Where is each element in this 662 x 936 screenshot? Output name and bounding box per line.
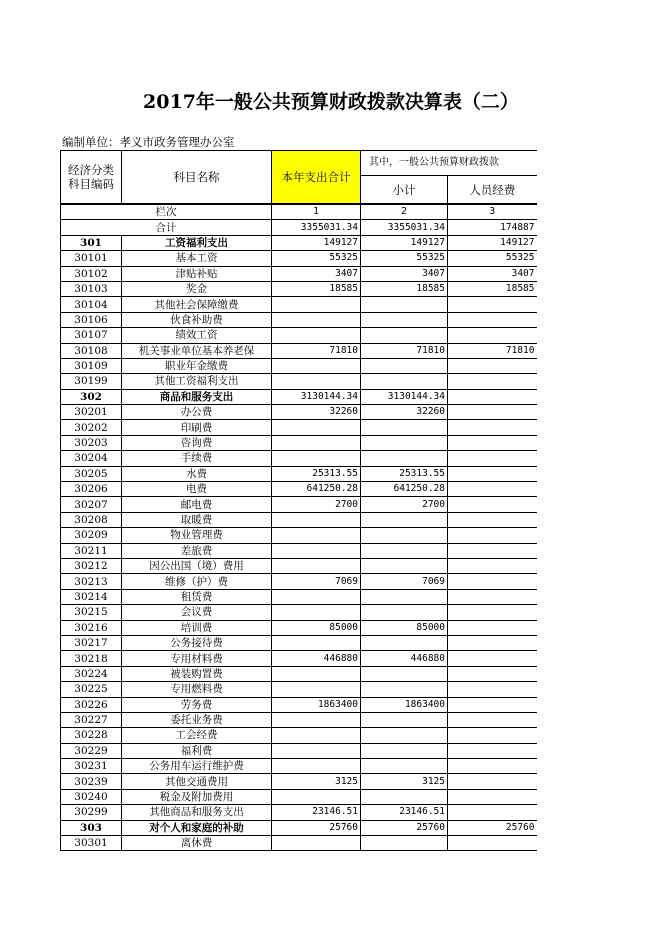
row-personnel — [448, 759, 537, 774]
table-row — [61, 728, 537, 743]
row-personnel — [448, 620, 537, 635]
row-personnel: 3407 — [448, 266, 537, 281]
row-personnel — [448, 682, 537, 697]
row-subtotal — [361, 420, 448, 435]
row-name: 公务接待费 — [122, 635, 272, 650]
row-personnel — [448, 435, 537, 450]
row-subtotal — [361, 297, 448, 312]
row-code: 303 — [61, 820, 122, 835]
table-row — [61, 651, 537, 666]
table-row — [61, 343, 537, 358]
table-row — [61, 420, 537, 435]
row-subtotal: 149127 — [361, 235, 448, 250]
row-personnel — [448, 774, 537, 789]
table-row — [61, 589, 537, 604]
row-subtotal: 23146.51 — [361, 805, 448, 820]
row-personnel — [448, 328, 537, 343]
row-name: 机关事业单位基本养老保 — [122, 343, 272, 358]
row-code: 30205 — [61, 466, 122, 481]
row-name: 绩效工资 — [122, 328, 272, 343]
table-row — [61, 389, 537, 404]
row-subtotal — [361, 712, 448, 727]
row-name: 商品和服务支出 — [122, 389, 272, 404]
row-total — [272, 328, 361, 343]
row-subtotal — [361, 635, 448, 650]
row-name: 差旅费 — [122, 543, 272, 558]
row-code: 30215 — [61, 605, 122, 620]
row-subtotal: 3125 — [361, 774, 448, 789]
row-subtotal — [361, 789, 448, 804]
table-row — [61, 743, 537, 758]
row-subtotal — [361, 328, 448, 343]
row-code: 30226 — [61, 697, 122, 712]
sum-personnel: 174887 — [448, 220, 537, 235]
row-subtotal — [361, 528, 448, 543]
row-name: 手续费 — [122, 451, 272, 466]
row-subtotal: 3407 — [361, 266, 448, 281]
table-row — [61, 774, 537, 789]
row-code: 30109 — [61, 358, 122, 373]
row-total — [272, 836, 361, 851]
row-code: 30231 — [61, 759, 122, 774]
table-row — [61, 358, 537, 373]
row-personnel — [448, 589, 537, 604]
row-total — [272, 420, 361, 435]
personnel-header: 人员经费 — [448, 176, 537, 204]
row-code: 30107 — [61, 328, 122, 343]
row-personnel — [448, 497, 537, 512]
row-total — [272, 605, 361, 620]
group-header: 其中，一般公共预算财政拨款 — [361, 151, 537, 176]
row-total — [272, 297, 361, 312]
table-row — [61, 682, 537, 697]
table-row — [61, 251, 537, 266]
row-total: 32260 — [272, 405, 361, 420]
row-personnel — [448, 451, 537, 466]
row-code: 30211 — [61, 543, 122, 558]
row-subtotal: 71810 — [361, 343, 448, 358]
unit-label: 编制单位：孝义市政务管理办公室 — [62, 135, 235, 149]
row-name: 委托业务费 — [122, 712, 272, 727]
row-personnel — [448, 805, 537, 820]
code-header-line1: 经济分类 — [68, 163, 114, 177]
row-personnel: 25760 — [448, 820, 537, 835]
row-code: 30240 — [61, 789, 122, 804]
row-name: 工会经费 — [122, 728, 272, 743]
row-code: 30108 — [61, 343, 122, 358]
table-row — [61, 605, 537, 620]
header-row-1 — [61, 151, 537, 176]
index-col-2: 2 — [361, 204, 448, 220]
row-code: 30213 — [61, 574, 122, 589]
row-personnel — [448, 374, 537, 389]
row-subtotal — [361, 512, 448, 527]
row-subtotal — [361, 666, 448, 681]
row-subtotal — [361, 589, 448, 604]
row-subtotal — [361, 558, 448, 573]
sum-subtotal: 3355031.34 — [361, 220, 448, 235]
row-code: 30227 — [61, 712, 122, 727]
row-total — [272, 759, 361, 774]
row-name: 被装购置费 — [122, 666, 272, 681]
row-name: 办公费 — [122, 405, 272, 420]
row-personnel: 18585 — [448, 281, 537, 296]
row-personnel — [448, 836, 537, 851]
row-total — [272, 682, 361, 697]
table-row — [61, 528, 537, 543]
row-name: 专用材料费 — [122, 651, 272, 666]
index-col-1: 1 — [272, 204, 361, 220]
row-total: 25313.55 — [272, 466, 361, 481]
row-name: 电费 — [122, 482, 272, 497]
row-code: 30106 — [61, 312, 122, 327]
table-row — [61, 466, 537, 481]
table-row — [61, 328, 537, 343]
name-header: 科目名称 — [122, 151, 272, 205]
row-personnel — [448, 420, 537, 435]
row-personnel: 71810 — [448, 343, 537, 358]
table-row — [61, 482, 537, 497]
index-col-3: 3 — [448, 204, 537, 220]
row-personnel — [448, 543, 537, 558]
subtotal-header: 小计 — [361, 176, 448, 204]
row-name: 印刷费 — [122, 420, 272, 435]
row-total — [272, 712, 361, 727]
index-label: 栏次 — [61, 204, 272, 220]
row-total: 3407 — [272, 266, 361, 281]
table-row — [61, 497, 537, 512]
row-code: 30203 — [61, 435, 122, 450]
row-personnel — [448, 389, 537, 404]
table-row — [61, 820, 537, 835]
row-total: 25760 — [272, 820, 361, 835]
row-total — [272, 789, 361, 804]
row-code: 30214 — [61, 589, 122, 604]
row-subtotal — [361, 759, 448, 774]
row-subtotal — [361, 605, 448, 620]
row-personnel — [448, 651, 537, 666]
row-personnel — [448, 528, 537, 543]
table-row — [61, 266, 537, 281]
row-total — [272, 435, 361, 450]
row-name: 福利费 — [122, 743, 272, 758]
row-total: 23146.51 — [272, 805, 361, 820]
row-total: 2700 — [272, 497, 361, 512]
row-name: 因公出国（境）费用 — [122, 558, 272, 573]
row-name: 劳务费 — [122, 697, 272, 712]
row-code: 30212 — [61, 558, 122, 573]
row-subtotal — [361, 312, 448, 327]
total-header: 本年支出合计 — [272, 151, 361, 205]
row-name: 会议费 — [122, 605, 272, 620]
row-subtotal: 18585 — [361, 281, 448, 296]
budget-table — [60, 150, 537, 851]
row-personnel — [448, 666, 537, 681]
row-subtotal — [361, 451, 448, 466]
code-header-line2: 科目编码 — [68, 177, 114, 191]
row-total — [272, 512, 361, 527]
row-code: 30102 — [61, 266, 122, 281]
row-personnel — [448, 358, 537, 373]
row-name: 津贴补贴 — [122, 266, 272, 281]
row-code: 30216 — [61, 620, 122, 635]
row-personnel — [448, 728, 537, 743]
row-subtotal: 2700 — [361, 497, 448, 512]
row-total: 3125 — [272, 774, 361, 789]
row-personnel — [448, 297, 537, 312]
row-code: 30224 — [61, 666, 122, 681]
table-row — [61, 312, 537, 327]
row-personnel — [448, 466, 537, 481]
table-row — [61, 543, 537, 558]
row-name: 其他社会保障缴费 — [122, 297, 272, 312]
report-title: 2017年一般公共预算财政拨款决算表（二） — [143, 91, 519, 113]
row-code: 30201 — [61, 405, 122, 420]
row-personnel — [448, 712, 537, 727]
row-subtotal — [361, 358, 448, 373]
row-subtotal — [361, 374, 448, 389]
row-total: 71810 — [272, 343, 361, 358]
row-code: 30229 — [61, 743, 122, 758]
row-total: 3130144.34 — [272, 389, 361, 404]
row-name: 水费 — [122, 466, 272, 481]
row-subtotal — [361, 743, 448, 758]
table-row — [61, 666, 537, 681]
row-subtotal: 1863400 — [361, 697, 448, 712]
row-total — [272, 558, 361, 573]
row-subtotal: 85000 — [361, 620, 448, 635]
row-subtotal — [361, 682, 448, 697]
row-personnel: 149127 — [448, 235, 537, 250]
row-personnel — [448, 405, 537, 420]
row-total: 641250.28 — [272, 482, 361, 497]
row-code: 30101 — [61, 251, 122, 266]
row-code: 30228 — [61, 728, 122, 743]
row-total: 55325 — [272, 251, 361, 266]
row-total: 1863400 — [272, 697, 361, 712]
row-personnel — [448, 482, 537, 497]
row-subtotal — [361, 435, 448, 450]
row-total — [272, 312, 361, 327]
row-personnel — [448, 312, 537, 327]
sum-row — [61, 220, 537, 235]
row-total — [272, 451, 361, 466]
row-name: 其他工资福利支出 — [122, 374, 272, 389]
row-subtotal: 25313.55 — [361, 466, 448, 481]
row-subtotal — [361, 728, 448, 743]
row-name: 租赁费 — [122, 589, 272, 604]
sum-label: 合计 — [61, 220, 272, 235]
sum-total: 3355031.34 — [272, 220, 361, 235]
table-row — [61, 712, 537, 727]
row-code: 302 — [61, 389, 122, 404]
row-name: 工资福利支出 — [122, 235, 272, 250]
row-code: 30209 — [61, 528, 122, 543]
row-name: 奖金 — [122, 281, 272, 296]
table-row — [61, 574, 537, 589]
row-name: 其他交通费用 — [122, 774, 272, 789]
row-subtotal: 641250.28 — [361, 482, 448, 497]
row-personnel — [448, 605, 537, 620]
row-name: 职业年金缴费 — [122, 358, 272, 373]
row-total — [272, 635, 361, 650]
row-total — [272, 358, 361, 373]
row-total: 446880 — [272, 651, 361, 666]
row-personnel — [448, 697, 537, 712]
table-row — [61, 789, 537, 804]
row-name: 专用燃料费 — [122, 682, 272, 697]
table-row — [61, 836, 537, 851]
table-row — [61, 558, 537, 573]
table-row — [61, 281, 537, 296]
row-total — [272, 728, 361, 743]
row-code: 30301 — [61, 836, 122, 851]
row-subtotal: 55325 — [361, 251, 448, 266]
table-row — [61, 635, 537, 650]
row-name: 取暖费 — [122, 512, 272, 527]
row-name: 基本工资 — [122, 251, 272, 266]
row-name: 伙食补助费 — [122, 312, 272, 327]
row-total: 7069 — [272, 574, 361, 589]
row-code: 301 — [61, 235, 122, 250]
row-total — [272, 543, 361, 558]
row-personnel: 55325 — [448, 251, 537, 266]
row-code: 30204 — [61, 451, 122, 466]
table-row — [61, 697, 537, 712]
row-name: 维修（护）费 — [122, 574, 272, 589]
row-code: 30207 — [61, 497, 122, 512]
row-name: 公务用车运行维护费 — [122, 759, 272, 774]
row-code: 30206 — [61, 482, 122, 497]
index-row — [61, 204, 537, 220]
row-code: 30217 — [61, 635, 122, 650]
row-total: 149127 — [272, 235, 361, 250]
row-total — [272, 743, 361, 758]
row-code: 30208 — [61, 512, 122, 527]
row-subtotal — [361, 543, 448, 558]
table-row — [61, 405, 537, 420]
row-personnel — [448, 789, 537, 804]
row-total — [272, 528, 361, 543]
row-personnel — [448, 558, 537, 573]
row-code: 30239 — [61, 774, 122, 789]
table-row — [61, 451, 537, 466]
table-row — [61, 805, 537, 820]
row-personnel — [448, 512, 537, 527]
table-row — [61, 435, 537, 450]
table-row — [61, 512, 537, 527]
row-code: 30103 — [61, 281, 122, 296]
row-code: 30104 — [61, 297, 122, 312]
row-name: 离休费 — [122, 836, 272, 851]
row-code: 30299 — [61, 805, 122, 820]
table-row — [61, 374, 537, 389]
row-subtotal: 446880 — [361, 651, 448, 666]
row-subtotal: 7069 — [361, 574, 448, 589]
row-name: 物业管理费 — [122, 528, 272, 543]
row-subtotal: 32260 — [361, 405, 448, 420]
table-row — [61, 235, 537, 250]
row-name: 税金及附加费用 — [122, 789, 272, 804]
row-subtotal: 3130144.34 — [361, 389, 448, 404]
row-total: 18585 — [272, 281, 361, 296]
row-subtotal — [361, 836, 448, 851]
row-personnel — [448, 635, 537, 650]
row-name: 咨询费 — [122, 435, 272, 450]
row-code: 30199 — [61, 374, 122, 389]
row-name: 培训费 — [122, 620, 272, 635]
row-code: 30202 — [61, 420, 122, 435]
row-subtotal: 25760 — [361, 820, 448, 835]
table-row — [61, 297, 537, 312]
row-name: 对个人和家庭的补助 — [122, 820, 272, 835]
row-code: 30225 — [61, 682, 122, 697]
code-header — [61, 151, 122, 205]
row-total — [272, 374, 361, 389]
row-total — [272, 666, 361, 681]
row-code: 30218 — [61, 651, 122, 666]
row-total — [272, 589, 361, 604]
row-name: 邮电费 — [122, 497, 272, 512]
row-name: 其他商品和服务支出 — [122, 805, 272, 820]
table-row — [61, 759, 537, 774]
row-total: 85000 — [272, 620, 361, 635]
table-row — [61, 620, 537, 635]
row-personnel — [448, 574, 537, 589]
row-personnel — [448, 743, 537, 758]
